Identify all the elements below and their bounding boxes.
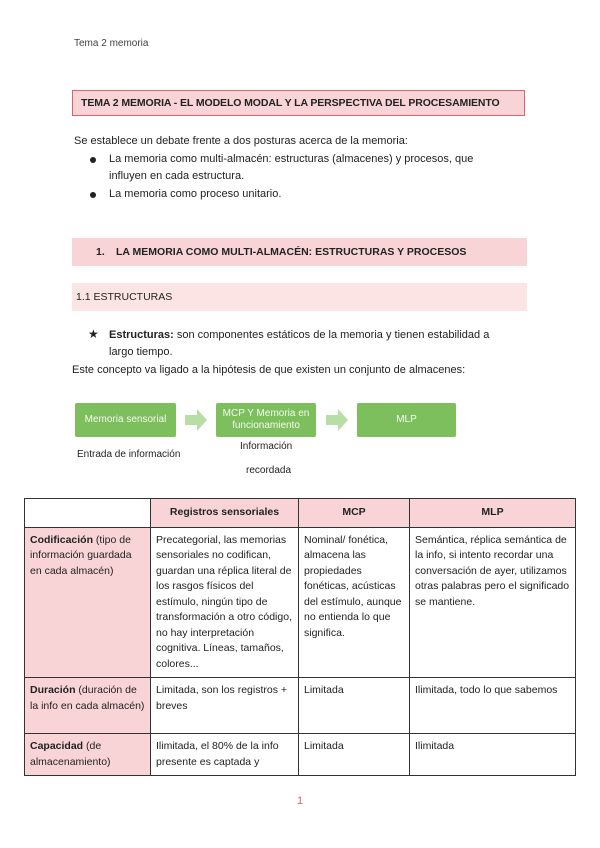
row-head-duracion xyxy=(25,678,151,734)
row-head-rest: (duración de la info en cada almacén) xyxy=(30,684,145,712)
page-number: 1 xyxy=(296,795,304,807)
page-header: Tema 2 memoria xyxy=(74,38,149,49)
estructuras-line2: largo tiempo. xyxy=(109,346,173,358)
table-cell: Ilimitada, el 80% de la info presente es captada y xyxy=(151,734,299,776)
table-cell: Limitada xyxy=(299,734,410,776)
row-head-codificacion xyxy=(25,527,151,678)
row-head-rest: (de almacenamiento) xyxy=(30,740,111,768)
table-header-mcp: MCP xyxy=(299,499,410,528)
memory-stores-table xyxy=(24,498,576,776)
section-heading-1 xyxy=(72,238,527,266)
arrow-right-icon xyxy=(185,409,207,431)
mcp-box-label-2: funcionamiento xyxy=(232,420,300,431)
bullet-item-1-line2: influyen en cada estructura. xyxy=(109,170,245,182)
row-head-capacidad xyxy=(25,734,151,776)
table-row xyxy=(25,678,576,734)
mlp-box: MLP xyxy=(357,403,456,437)
estructuras-line1 xyxy=(109,327,489,344)
star-bullet-icon: ★ xyxy=(88,327,99,341)
bullet-dot xyxy=(90,192,96,198)
subsection-heading: 1.1 ESTRUCTURAS xyxy=(72,283,527,311)
arrow-right-icon xyxy=(326,409,348,431)
row-head-bold: Duración xyxy=(30,684,76,696)
row-head-rest: (tipo de información guardada en cada almacén) xyxy=(30,533,132,577)
concept-paragraph: Este concepto va ligado a la hipótesis de que existen un conjunto de almacenes: xyxy=(72,364,466,376)
estructuras-label: Estructuras: xyxy=(109,329,174,341)
table-header-mlp: MLP xyxy=(410,499,576,528)
section-number: 1. xyxy=(96,246,105,258)
caption-retrieved-1: Información xyxy=(240,441,293,452)
bullet-item-1-line1: La memoria como multi-almacén: estructuras (almacenes) y procesos, que xyxy=(109,153,474,165)
mcp-box xyxy=(216,403,316,437)
table-cell: Nominal/ fonética, almacena las propiedades fonéticas, acústicas del estímulo, aunque no entienda lo que significa. xyxy=(299,527,410,678)
table-cell: Ilimitada, todo lo que sabemos xyxy=(410,678,576,734)
intro-paragraph: Se establece un debate frente a dos posturas acerca de la memoria: xyxy=(74,135,408,147)
table-header-registros: Registros sensoriales xyxy=(151,499,299,528)
bullet-dot xyxy=(90,157,96,163)
table-cell: Ilimitada xyxy=(410,734,576,776)
row-head-bold: Codificación xyxy=(30,533,94,546)
table-header-row xyxy=(25,499,576,528)
bullet-item-2: La memoria como proceso unitario. xyxy=(109,188,282,200)
mcp-box-label-1: MCP Y Memoria en xyxy=(222,408,310,419)
section-title: LA MEMORIA COMO MULTI-ALMACÉN: ESTRUCTURAS Y PROCESOS xyxy=(116,246,467,258)
table-cell: Precategorial, las memorias sensoriales no codifican, guardan una réplica literal de los rasgos físicos del estímulo, ningún tipo de transformación a otro código, no hay interpretación cognitiva. Líneas, tamaños, colores... xyxy=(151,527,299,678)
table-row xyxy=(25,734,576,776)
row-head-bold: Capacidad xyxy=(30,740,84,752)
memoria-sensorial-box: Memoria sensorial xyxy=(75,403,176,437)
table-cell: Semántica, réplica semántica de la info, si intento recordar una conversación de ayer, utilizamos otras palabras pero el significado se mantiene. xyxy=(410,527,576,678)
estructuras-text: son componentes estáticos de la memoria y tienen estabilidad a xyxy=(173,329,490,341)
document-title: TEMA 2 MEMORIA - EL MODELO MODAL Y LA PERSPECTIVA DEL PROCESAMIENTO xyxy=(72,90,525,116)
table-cell: Limitada, son los registros + breves xyxy=(151,678,299,734)
caption-retrieved-2: recordada xyxy=(246,465,292,476)
caption-input: Entrada de información xyxy=(77,449,181,460)
table-cell: Limitada xyxy=(299,678,410,734)
table-row xyxy=(25,527,576,678)
table-header-empty xyxy=(25,499,151,528)
